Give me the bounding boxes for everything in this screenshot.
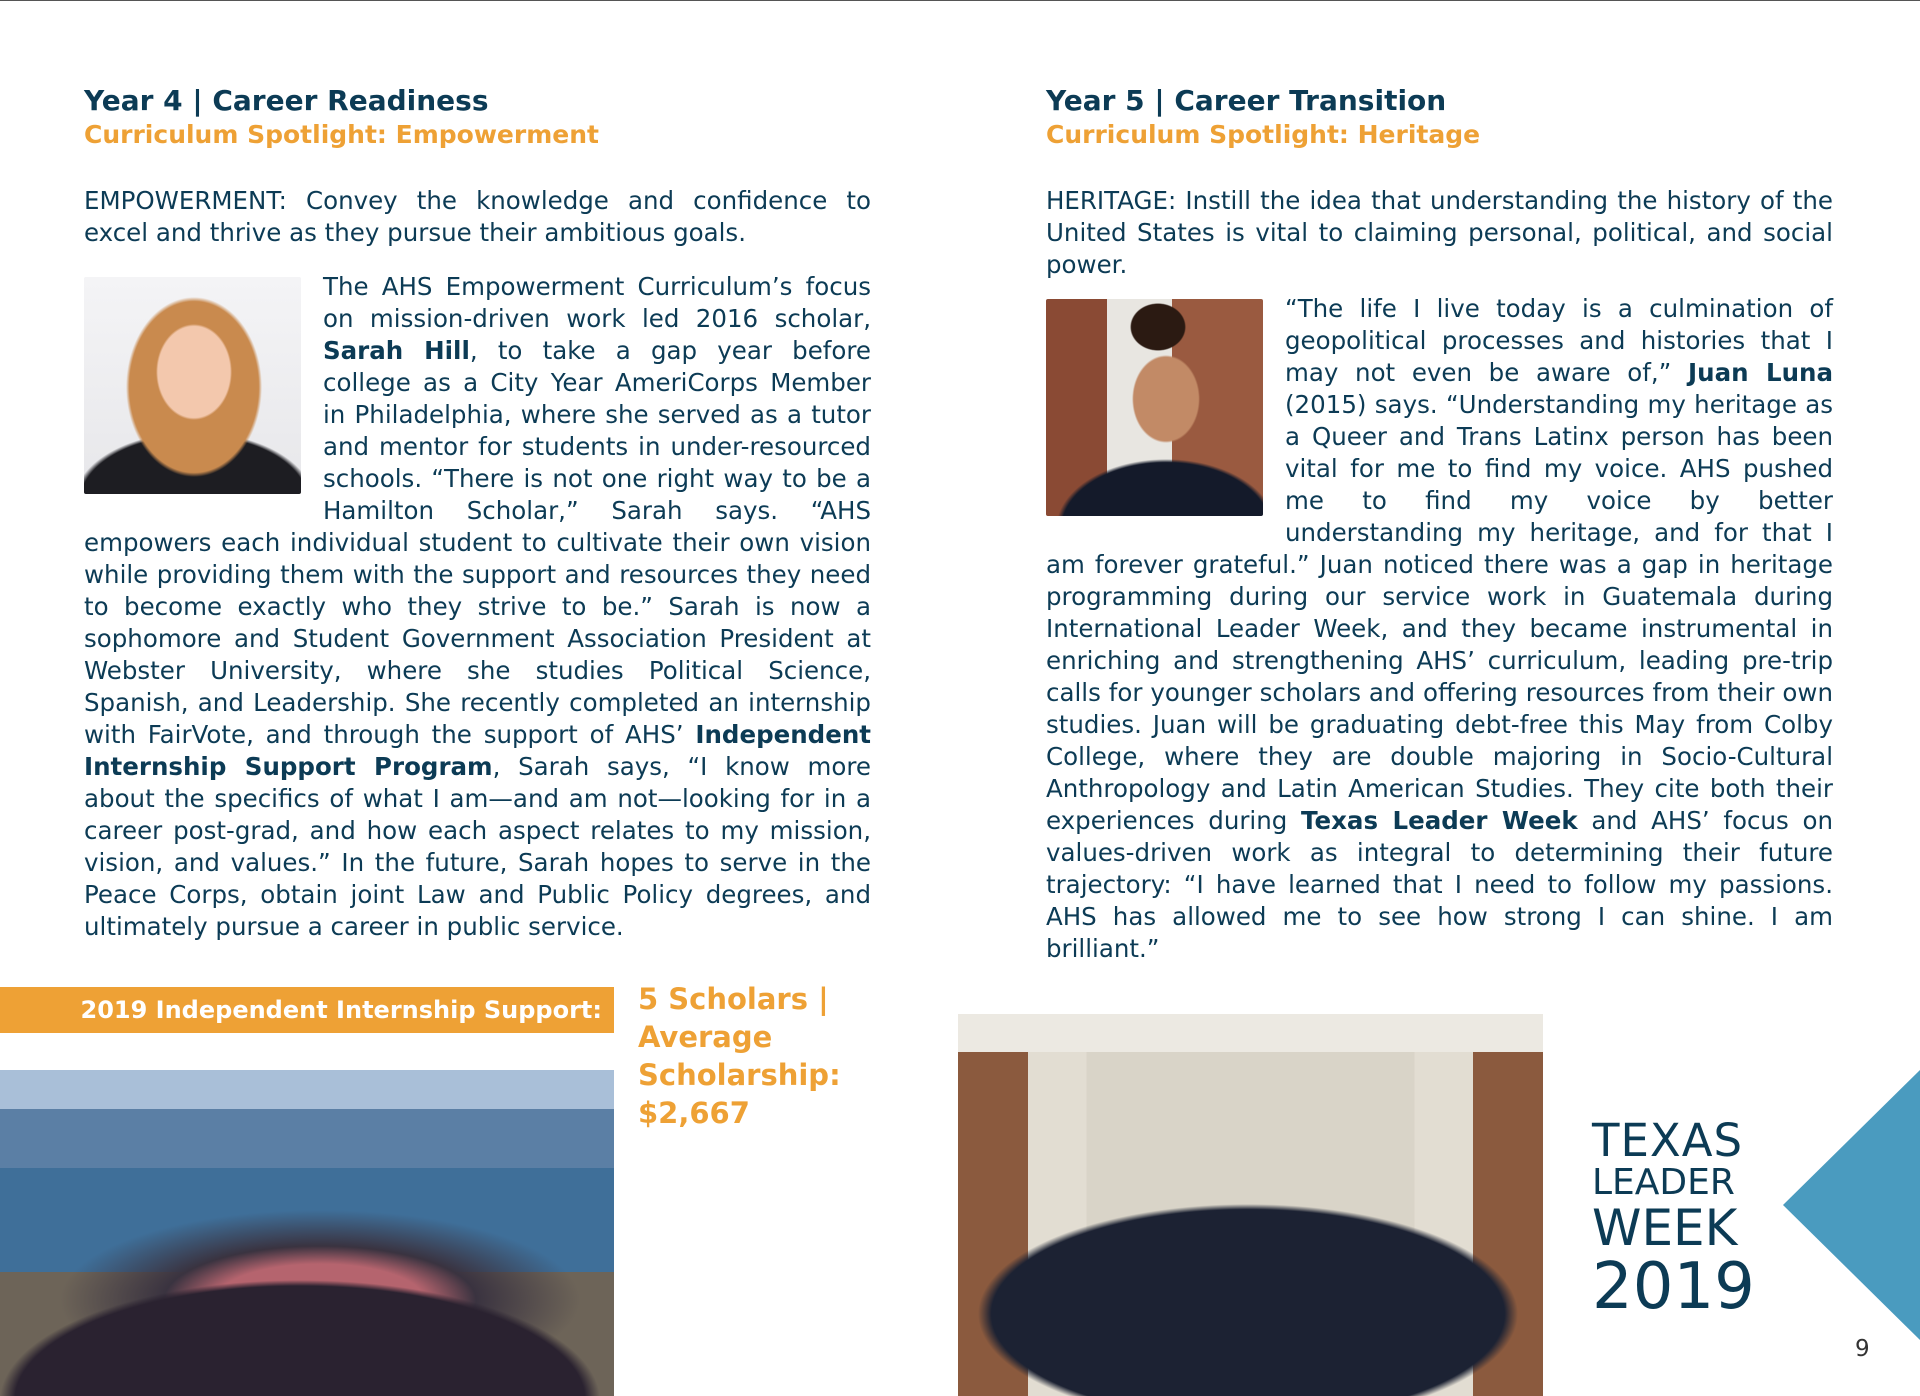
- program-name: Independent Internship Support Program: [84, 720, 871, 781]
- empowerment-intro: EMPOWERMENT: Convey the knowledge and confidence to excel and thrive as they pursue their ambitious goals.: [84, 186, 871, 247]
- story-text: (2015) says. “Understanding my heritage as a Queer and Trans Latinx person has been vital for me to find my voice. AHS pushed me to find my voice by better understanding my heritage, and for that I am forever grateful.” Juan noticed there was a gap in heritage programming during our service work in Guatemala during International Leader Week, and they became instrumental in enriching and strengthening AHS’ curriculum, leading pre-trip calls for younger scholars and offering resources from their own studies. Juan will be graduating debt-free this May from Colby College, where they are double majoring in Socio-Cultural Anthropology and Latin American Studies. They cite both their experiences during: [1046, 390, 1833, 835]
- scholar-name: Sarah Hill: [323, 336, 470, 365]
- sarah-hill-story: [84, 271, 871, 943]
- juan-luna-story: [1046, 293, 1833, 965]
- heritage-intro: HERITAGE: Instill the idea that understanding the history of the United States is vital to claiming personal, political, and social power.: [1046, 186, 1833, 279]
- story-text: , Sarah says, “I know more about the specifics of what I am—and am not—looking for in a career post-grad, and how each aspect relates to my mission, vision, and values.” In the future, Sarah hopes to serve in the Peace Corps, obtain joint Law and Public Policy degrees, and ultimately pursue a career in public service.: [84, 752, 871, 941]
- scholar-name: Juan Luna: [1688, 358, 1834, 387]
- sarah-hill-portrait: [84, 277, 301, 494]
- texas-leader-week-logo: [1592, 1114, 1762, 1324]
- logo-line-week: WEEK: [1592, 1199, 1738, 1257]
- top-rule: [0, 0, 1920, 1]
- logo-line-year: 2019: [1592, 1250, 1755, 1324]
- scholarship-stats: 5 Scholars | Average Scholarship: $2,667: [638, 982, 841, 1130]
- juan-luna-portrait: [1046, 299, 1263, 516]
- story-text: and AHS’ focus on values-driven work as integral to determining their future trajectory: “I have learned that I need to follow my passions. AHS has allowed me to see how strong I can shine. I am brilliant.”: [1046, 806, 1833, 963]
- story-text: “The life I live today is a culmination of geopolitical processes and histories that I may not even be aware of,”: [1285, 294, 1833, 387]
- logo-line-leader: LEADER: [1592, 1162, 1735, 1203]
- year-5-heading: Year 5 | Career Transition: [1046, 84, 1447, 117]
- story-text: The AHS Empowerment Curriculum’s focus on mission-driven work led 2016 scholar,: [323, 272, 871, 333]
- year-4-column: [84, 83, 871, 943]
- year-4-heading: Year 4 | Career Readiness: [84, 84, 489, 117]
- page-number: 9: [1855, 1336, 1870, 1362]
- heritage-subheading: Curriculum Spotlight: Heritage: [1046, 120, 1481, 149]
- story-text: , to take a gap year before college as a City Year AmeriCorps Member in Philadelphia, where she served as a tutor and mentor for students in under-resourced schools. “There is not one right way to be a Hamilton Scholar,” Sarah says. “AHS empowers each individual student to cultivate their own vision while providing them with the support and resources they need to become exactly who they strive to be.” Sarah is now a sophomore and Student Government Association President at Webster University, where she studies Political Science, Spanish, and Leadership. She recently completed an internship with FairVote, and through the support of AHS’: [84, 336, 871, 749]
- logo-line-texas: TEXAS: [1592, 1114, 1744, 1167]
- internship-support-banner: 2019 Independent Internship Support:: [0, 987, 614, 1033]
- texas-group-photo: [958, 1014, 1543, 1396]
- program-name: Texas Leader Week: [1301, 806, 1578, 835]
- empowerment-subheading: Curriculum Spotlight: Empowerment: [84, 120, 599, 149]
- teal-triangle-decoration: [1783, 1070, 1920, 1340]
- year-5-column: [1046, 83, 1833, 965]
- guatemala-group-photo: [0, 1070, 614, 1396]
